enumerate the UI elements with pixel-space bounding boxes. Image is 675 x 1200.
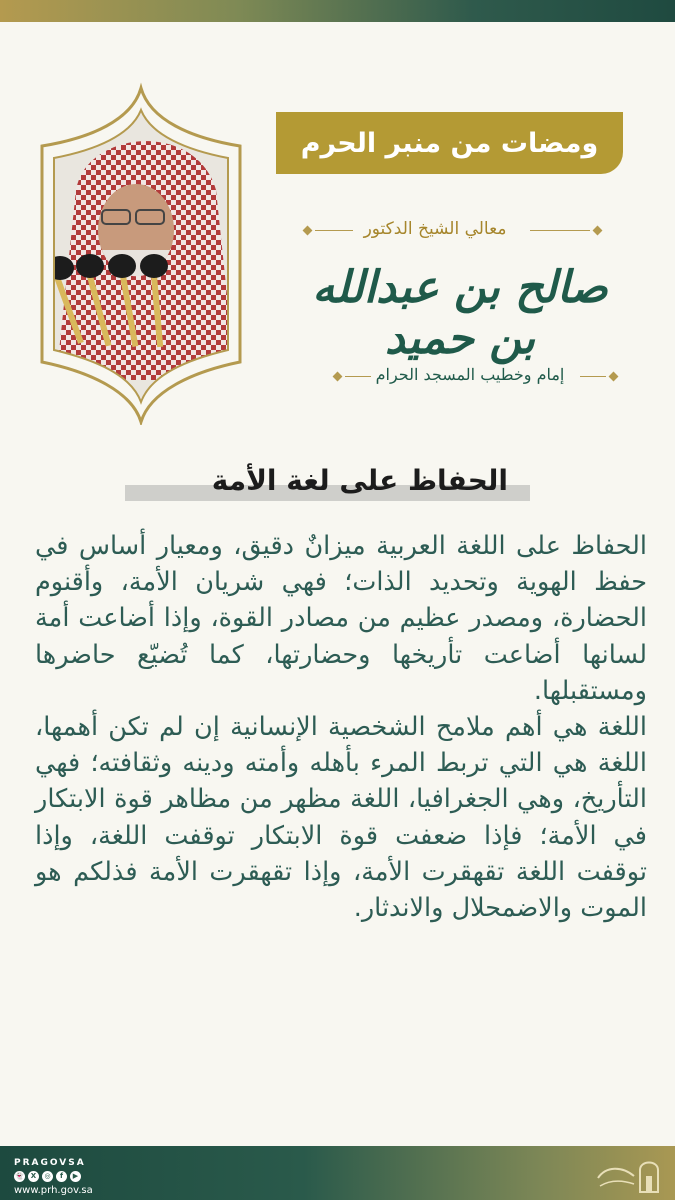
speaker-role: إمام وخطيب المسجد الحرام [375, 365, 565, 384]
portrait-frame [36, 80, 246, 425]
facebook-icon[interactable]: f [56, 1171, 67, 1182]
article-body [35, 528, 647, 926]
ornament-left [300, 223, 353, 237]
speaker-portrait [36, 80, 246, 425]
title-banner [276, 112, 623, 174]
brand-handle: PRAGOVSA [14, 1158, 86, 1168]
paragraph: الحفاظ على اللغة العربية ميزانٌ دقيق، ومعيار أساس في حفظ الهوية وتحديد الذات؛ فهي شريان الأمة، وأقنوم الحضارة، ومصدر عظيم من مصادر القوة، وإذا أضاعت أمة لسانها أضاعت تأريخها وحضارتها، كما تُضيّع حاضرها ومستقبلها. [35, 531, 647, 706]
youtube-icon[interactable]: ▶ [70, 1171, 81, 1182]
social-icons [14, 1171, 93, 1182]
speaker-name: صالح بن عبدالله بن حميد [312, 262, 608, 364]
bottom-gradient-bar [0, 1146, 675, 1200]
x-icon[interactable]: X [28, 1171, 39, 1182]
snapchat-icon[interactable]: 👻 [15, 1172, 24, 1180]
two-holy-mosques-logo [594, 1152, 664, 1196]
ornament-role-right [580, 369, 621, 383]
banner-title: ومضات من منبر الحرم [300, 127, 599, 159]
social-block [14, 1158, 93, 1196]
speaker-honorific: معالي الشيخ الدكتور [363, 219, 507, 239]
instagram-icon[interactable]: ◎ [42, 1171, 53, 1182]
website-link[interactable]: www.prh.gov.sa [14, 1185, 93, 1196]
article-heading [125, 464, 530, 500]
ornament-right [530, 223, 605, 237]
heading-text: الحفاظ على لغة الأمة [211, 464, 508, 497]
paragraph: اللغة هي أهم ملامح الشخصية الإنسانية إن لم تكن أهمها، اللغة هي التي تربط المرء بأهله وأمته ودينه وثقافته؛ فهي التأريخ، وهي الجغرافيا، اللغة مظهر من مظاهر قوة الابتكار في الأمة؛ فإذا ضعفت قوة الابتكار توقفت اللغة، وإذا توقفت اللغة تقهقرت الأمة، وإذا تقهقرت الأمة فذلكم هو الموت والاضمحلال والاندثار. [35, 712, 647, 924]
top-gradient-bar [0, 0, 675, 22]
